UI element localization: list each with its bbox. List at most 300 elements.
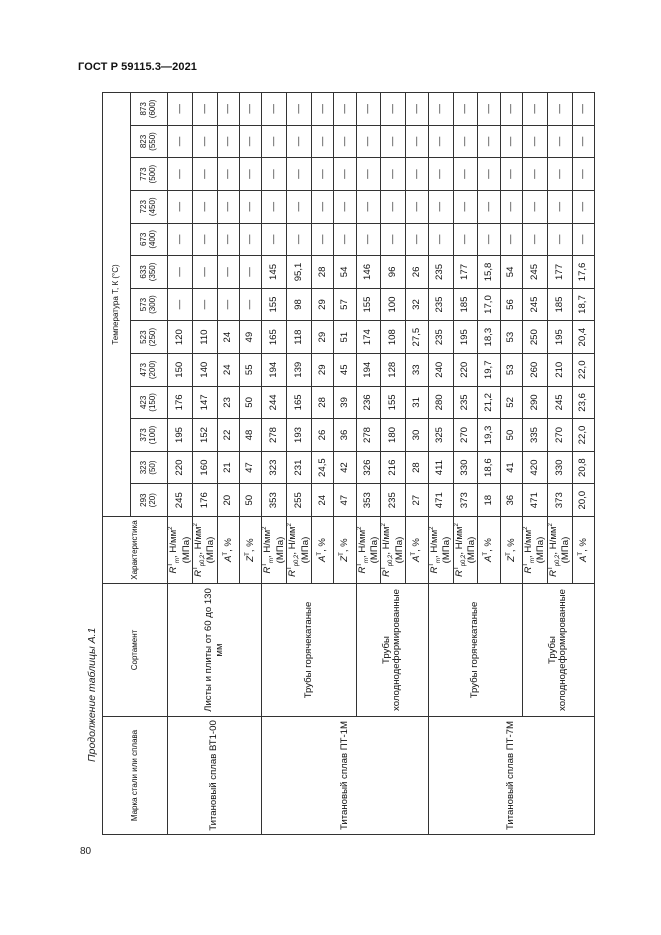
characteristic-unit: , % — [317, 538, 329, 552]
characteristic-unit: , % — [339, 538, 351, 553]
value-cell: 260 — [522, 353, 547, 386]
value-cell: 30 — [406, 419, 428, 452]
characteristic-subscript: p0,2 — [388, 554, 395, 567]
assortment-cell: Трубы холоднодеформированные — [522, 584, 594, 717]
characteristic-superscript: T — [381, 566, 388, 570]
characteristic-symbol: R — [168, 566, 180, 574]
characteristic-unit-mpa: (МПа) — [205, 536, 217, 564]
value-cell: — — [287, 158, 312, 191]
value-cell: 210 — [547, 353, 572, 386]
value-cell: — — [406, 93, 428, 126]
value-cell: — — [356, 223, 381, 256]
value-cell: 54 — [500, 256, 522, 289]
value-cell: 28 — [406, 451, 428, 484]
value-cell: — — [334, 158, 356, 191]
value-cell: 185 — [453, 288, 478, 321]
value-cell: — — [572, 158, 594, 191]
value-cell: — — [522, 93, 547, 126]
characteristic-unit: , Н/мм — [193, 526, 205, 555]
value-cell: 53 — [500, 353, 522, 386]
value-cell: 33 — [406, 353, 428, 386]
value-cell: 22,0 — [572, 353, 594, 386]
unit-square-superscript: 2 — [453, 523, 460, 527]
value-cell: 56 — [500, 288, 522, 321]
value-cell: 23,6 — [572, 386, 594, 419]
characteristic-unit: , % — [577, 538, 589, 552]
value-cell: 245 — [522, 256, 547, 289]
value-cell: 235 — [381, 484, 406, 517]
value-cell: 118 — [287, 321, 312, 354]
characteristic-symbol: R — [287, 569, 299, 577]
value-cell: 52 — [500, 386, 522, 419]
value-cell: — — [572, 125, 594, 158]
characteristic-unit: , % — [222, 538, 234, 552]
value-cell: — — [217, 93, 239, 126]
value-cell: — — [312, 190, 334, 223]
value-cell: 278 — [262, 419, 287, 452]
value-cell: — — [262, 158, 287, 191]
value-cell: — — [572, 223, 594, 256]
value-cell: — — [356, 190, 381, 223]
value-cell: 53 — [500, 321, 522, 354]
unit-square-superscript: 2 — [192, 523, 199, 527]
value-cell: 240 — [428, 353, 453, 386]
value-cell: 278 — [356, 419, 381, 452]
temperature-header-cell — [131, 386, 168, 419]
unit-square-superscript: 2 — [547, 523, 554, 527]
value-cell: 24 — [312, 484, 334, 517]
temperature-kelvin: 523 — [139, 330, 149, 344]
assortment-cell: Трубы горячекатаные — [428, 584, 522, 717]
value-cell: 26 — [406, 256, 428, 289]
temperature-celsius: (20) — [148, 493, 157, 508]
table-row — [428, 93, 453, 835]
value-cell: 471 — [428, 484, 453, 517]
header-temperature: Температура T, К (°С) — [103, 93, 131, 517]
unit-square-superscript: 2 — [522, 526, 529, 530]
characteristic-unit-mpa: (МПа) — [535, 536, 547, 564]
value-cell: 24 — [217, 353, 239, 386]
value-cell: 231 — [287, 451, 312, 484]
value-cell: — — [168, 256, 193, 289]
characteristic-subscript: p0,2 — [294, 554, 301, 567]
characteristic-cell — [287, 517, 312, 584]
value-cell: — — [453, 158, 478, 191]
characteristic-unit: , Н/мм — [381, 526, 393, 555]
value-cell: 24,5 — [312, 451, 334, 484]
value-cell: 146 — [356, 256, 381, 289]
value-cell: 19,3 — [478, 419, 500, 452]
value-cell: — — [217, 125, 239, 158]
value-cell: — — [192, 256, 217, 289]
value-cell: 22,0 — [572, 419, 594, 452]
value-cell: — — [168, 223, 193, 256]
value-cell: 27 — [406, 484, 428, 517]
value-cell: 18,6 — [478, 451, 500, 484]
value-cell: 19,7 — [478, 353, 500, 386]
value-cell: — — [381, 190, 406, 223]
temperature-kelvin: 873 — [139, 102, 149, 116]
value-cell: 165 — [287, 386, 312, 419]
value-cell: — — [406, 125, 428, 158]
value-cell: — — [500, 125, 522, 158]
value-cell: — — [500, 190, 522, 223]
temperature-celsius: (350) — [148, 262, 157, 282]
value-cell: 108 — [381, 321, 406, 354]
value-cell: 155 — [381, 386, 406, 419]
value-cell: 235 — [428, 321, 453, 354]
value-cell: 280 — [428, 386, 453, 419]
value-cell: — — [192, 288, 217, 321]
value-cell: — — [217, 190, 239, 223]
value-cell: — — [240, 288, 262, 321]
value-cell: — — [406, 223, 428, 256]
characteristic-unit: , Н/мм — [548, 526, 560, 555]
value-cell: 20,8 — [572, 451, 594, 484]
value-cell: 54 — [334, 256, 356, 289]
value-cell: 244 — [262, 386, 287, 419]
characteristic-cell — [356, 517, 381, 584]
value-cell: — — [312, 93, 334, 126]
characteristic-cell — [453, 517, 478, 584]
characteristic-superscript: T — [168, 562, 174, 567]
value-cell: 21,2 — [478, 386, 500, 419]
value-cell: — — [522, 190, 547, 223]
characteristic-unit: , % — [245, 538, 257, 553]
value-cell: — — [356, 158, 381, 191]
value-cell: 290 — [522, 386, 547, 419]
characteristic-subscript: p0,2 — [200, 554, 207, 567]
value-cell: 250 — [522, 321, 547, 354]
value-cell: 194 — [262, 353, 287, 386]
characteristic-unit-mpa: (МПа) — [299, 536, 311, 564]
characteristic-subscript: m — [269, 557, 276, 563]
characteristic-symbol: A — [483, 555, 495, 562]
assortment-cell: Листы и плиты от 60 до 130 мм — [168, 584, 262, 717]
value-cell: 45 — [334, 353, 356, 386]
value-cell: — — [547, 93, 572, 126]
assortment-cell: Трубы холоднодеформированные — [356, 584, 428, 717]
value-cell: 39 — [334, 386, 356, 419]
value-cell: 15,8 — [478, 256, 500, 289]
value-cell: 235 — [428, 288, 453, 321]
value-cell: — — [406, 158, 428, 191]
value-cell: 20,0 — [572, 484, 594, 517]
value-cell: 98 — [287, 288, 312, 321]
characteristic-symbol: R — [453, 569, 465, 577]
value-cell: 330 — [453, 451, 478, 484]
value-cell: — — [572, 93, 594, 126]
value-cell: — — [453, 93, 478, 126]
value-cell: — — [168, 190, 193, 223]
value-cell: 155 — [262, 288, 287, 321]
value-cell: 165 — [262, 321, 287, 354]
temperature-kelvin: 673 — [139, 232, 149, 246]
characteristic-cell — [217, 517, 239, 584]
characteristic-symbol: R — [428, 566, 440, 574]
characteristic-symbol: R — [193, 569, 205, 577]
value-cell: — — [192, 223, 217, 256]
value-cell: 353 — [356, 484, 381, 517]
value-cell: — — [334, 93, 356, 126]
value-cell: 330 — [547, 451, 572, 484]
value-cell: 140 — [192, 353, 217, 386]
value-cell: — — [312, 223, 334, 256]
characteristic-subscript: m — [363, 557, 370, 563]
value-cell: 48 — [240, 419, 262, 452]
value-cell: 236 — [356, 386, 381, 419]
temperature-header-cell — [131, 158, 168, 191]
value-cell: 245 — [547, 386, 572, 419]
unit-square-superscript: 2 — [356, 526, 363, 530]
value-cell: — — [453, 125, 478, 158]
value-cell: 47 — [240, 451, 262, 484]
value-cell: 193 — [287, 419, 312, 452]
value-cell: — — [287, 125, 312, 158]
value-cell: — — [312, 158, 334, 191]
value-cell: — — [168, 125, 193, 158]
characteristic-unit: , Н/мм — [523, 529, 535, 558]
value-cell: — — [500, 223, 522, 256]
characteristic-cell — [522, 517, 547, 584]
table-row — [262, 93, 287, 835]
value-cell: 235 — [428, 256, 453, 289]
value-cell: 353 — [262, 484, 287, 517]
value-cell: — — [217, 256, 239, 289]
value-cell: — — [287, 190, 312, 223]
temperature-header-cell — [131, 93, 168, 126]
value-cell: 36 — [500, 484, 522, 517]
value-cell: 120 — [168, 321, 193, 354]
characteristic-subscript: p0,2 — [460, 554, 467, 567]
value-cell: — — [287, 93, 312, 126]
value-cell: 420 — [522, 451, 547, 484]
characteristic-unit: , Н/мм — [262, 529, 274, 558]
characteristic-cell — [334, 517, 356, 584]
characteristic-cell — [572, 517, 594, 584]
characteristic-superscript: T — [411, 551, 418, 556]
grade-cell: Титановый сплав ПТ-1М — [262, 717, 428, 835]
temperature-kelvin: 423 — [139, 395, 149, 410]
value-cell: 326 — [356, 451, 381, 484]
characteristic-symbol: Z — [339, 555, 351, 562]
value-cell: 22 — [217, 419, 239, 452]
value-cell: 28 — [312, 386, 334, 419]
value-cell: — — [381, 223, 406, 256]
characteristic-superscript: T — [287, 566, 294, 570]
value-cell: — — [334, 190, 356, 223]
value-cell: 50 — [500, 419, 522, 452]
characteristic-cell — [547, 517, 572, 584]
value-cell: — — [240, 190, 262, 223]
value-cell: 139 — [287, 353, 312, 386]
value-cell: — — [240, 223, 262, 256]
value-cell: 270 — [547, 419, 572, 452]
value-cell: — — [428, 125, 453, 158]
value-cell: 100 — [381, 288, 406, 321]
grade-cell: Титановый сплав ПТ-7М — [428, 717, 594, 835]
value-cell: 51 — [334, 321, 356, 354]
value-cell: 21 — [217, 451, 239, 484]
characteristic-symbol: A — [317, 555, 329, 562]
characteristic-cell — [406, 517, 428, 584]
header-grade: Марка стали или сплава — [103, 717, 168, 835]
characteristic-superscript: T — [244, 552, 251, 556]
characteristic-unit: , Н/мм — [453, 526, 465, 555]
value-cell: — — [240, 93, 262, 126]
characteristic-unit-mpa: (МПа) — [441, 536, 453, 564]
characteristic-unit: , % — [483, 538, 495, 552]
value-cell: 220 — [453, 353, 478, 386]
value-cell: 18 — [478, 484, 500, 517]
characteristic-cell — [262, 517, 287, 584]
temperature-header-cell — [131, 353, 168, 386]
value-cell: 147 — [192, 386, 217, 419]
temperature-kelvin: 473 — [139, 363, 149, 377]
value-cell: 220 — [168, 451, 193, 484]
value-cell: — — [478, 158, 500, 191]
unit-square-superscript: 2 — [168, 526, 174, 530]
table-row — [168, 93, 193, 835]
value-cell: 49 — [240, 321, 262, 354]
characteristic-superscript: T — [505, 552, 512, 556]
temperature-celsius: (50) — [148, 460, 157, 475]
temperature-kelvin: 723 — [139, 200, 149, 214]
value-cell: — — [381, 125, 406, 158]
value-cell: 29 — [312, 288, 334, 321]
value-cell: — — [192, 190, 217, 223]
properties-table — [102, 92, 595, 835]
characteristic-unit: , Н/мм — [287, 526, 299, 555]
characteristic-subscript: m — [435, 557, 442, 563]
value-cell: — — [478, 190, 500, 223]
temperature-header-cell — [131, 223, 168, 256]
characteristic-cell — [312, 517, 334, 584]
value-cell: — — [428, 223, 453, 256]
value-cell: — — [453, 223, 478, 256]
characteristic-superscript: T — [339, 552, 346, 556]
characteristic-unit-mpa: (МПа) — [466, 536, 478, 564]
value-cell: — — [240, 158, 262, 191]
characteristic-symbol: Z — [505, 555, 517, 562]
value-cell: — — [381, 93, 406, 126]
value-cell: 57 — [334, 288, 356, 321]
unit-square-superscript: 2 — [262, 526, 269, 530]
value-cell: — — [500, 158, 522, 191]
value-cell: — — [217, 158, 239, 191]
value-cell: — — [262, 93, 287, 126]
characteristic-symbol: A — [577, 555, 589, 562]
value-cell: 152 — [192, 419, 217, 452]
characteristic-cell — [192, 517, 217, 584]
characteristic-superscript: T — [316, 551, 323, 556]
characteristic-superscript: T — [547, 566, 554, 570]
temperature-kelvin: 823 — [139, 134, 149, 149]
characteristic-cell — [240, 517, 262, 584]
value-cell: — — [217, 223, 239, 256]
unit-square-superscript: 2 — [287, 523, 294, 527]
value-cell: — — [168, 158, 193, 191]
table-continuation-caption: Продолжение таблицы А.1 — [86, 627, 98, 762]
value-cell: 270 — [453, 419, 478, 452]
value-cell: 195 — [168, 419, 193, 452]
value-cell: — — [334, 223, 356, 256]
value-cell: — — [522, 125, 547, 158]
characteristic-cell — [381, 517, 406, 584]
value-cell: 20,4 — [572, 321, 594, 354]
value-cell: 41 — [500, 451, 522, 484]
characteristic-superscript: T — [522, 562, 529, 567]
value-cell: 96 — [381, 256, 406, 289]
value-cell: 23 — [217, 386, 239, 419]
value-cell: — — [334, 125, 356, 158]
characteristic-unit-mpa: (МПа) — [180, 536, 192, 564]
value-cell: 50 — [240, 484, 262, 517]
characteristic-unit: , % — [505, 538, 517, 553]
value-cell: — — [478, 125, 500, 158]
value-cell: 27,5 — [406, 321, 428, 354]
value-cell: 255 — [287, 484, 312, 517]
value-cell: 47 — [334, 484, 356, 517]
characteristic-cell — [428, 517, 453, 584]
temperature-celsius: (100) — [148, 425, 157, 445]
value-cell: — — [500, 93, 522, 126]
value-cell: 160 — [192, 451, 217, 484]
value-cell: — — [192, 158, 217, 191]
value-cell: — — [240, 256, 262, 289]
characteristic-symbol: R — [356, 566, 368, 574]
value-cell: — — [262, 190, 287, 223]
value-cell: 95,1 — [287, 256, 312, 289]
characteristic-symbol: R — [548, 569, 560, 577]
characteristic-symbol: R — [262, 566, 274, 574]
value-cell: 373 — [547, 484, 572, 517]
characteristic-superscript: T — [453, 566, 460, 570]
value-cell: — — [547, 158, 572, 191]
characteristic-unit-mpa: (МПа) — [369, 536, 381, 564]
value-cell: 26 — [312, 419, 334, 452]
value-cell: 17,0 — [478, 288, 500, 321]
value-cell: — — [168, 288, 193, 321]
value-cell: 24 — [217, 321, 239, 354]
characteristic-unit: , Н/мм — [428, 529, 440, 558]
value-cell: 36 — [334, 419, 356, 452]
characteristic-cell — [478, 517, 500, 584]
unit-square-superscript: 2 — [428, 526, 435, 530]
characteristic-cell — [500, 517, 522, 584]
characteristic-superscript: T — [222, 551, 229, 556]
temperature-celsius: (250) — [148, 327, 157, 347]
temperature-celsius: (200) — [148, 360, 157, 380]
value-cell: 18,7 — [572, 288, 594, 321]
value-cell: 176 — [192, 484, 217, 517]
characteristic-unit: , Н/мм — [356, 529, 368, 558]
value-cell: 245 — [168, 484, 193, 517]
value-cell: — — [381, 158, 406, 191]
value-cell: 31 — [406, 386, 428, 419]
header-assortment: Сортамент — [103, 584, 168, 717]
value-cell: 325 — [428, 419, 453, 452]
value-cell: — — [453, 190, 478, 223]
value-cell: 471 — [522, 484, 547, 517]
value-cell: 18,3 — [478, 321, 500, 354]
rotated-table-container — [102, 93, 589, 835]
value-cell: — — [522, 223, 547, 256]
characteristic-unit-mpa: (МПа) — [394, 536, 406, 564]
grade-cell: Титановый сплав ВТ1-00 — [168, 717, 262, 835]
value-cell: — — [356, 93, 381, 126]
value-cell: 373 — [453, 484, 478, 517]
